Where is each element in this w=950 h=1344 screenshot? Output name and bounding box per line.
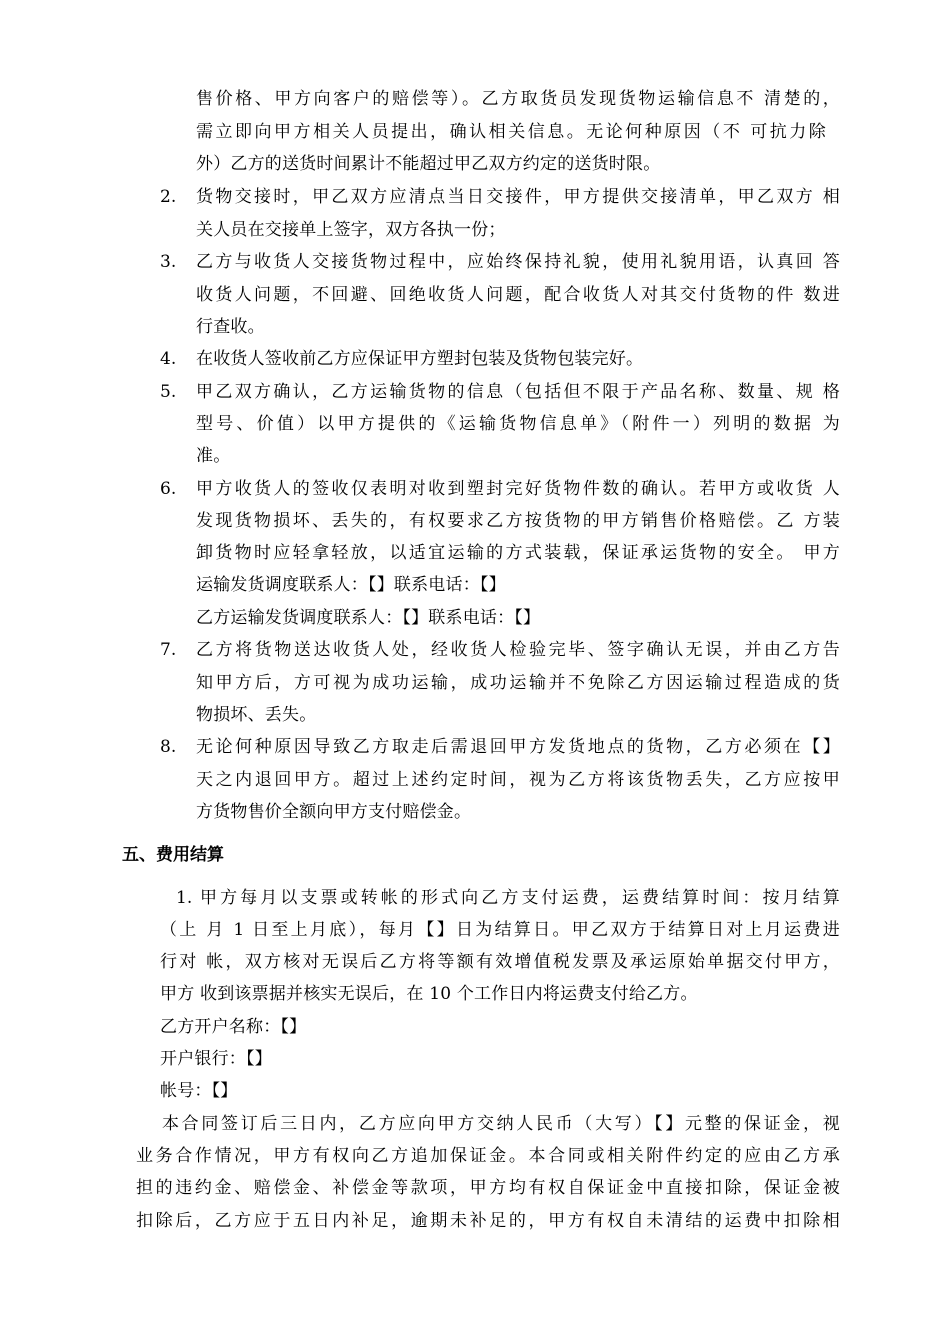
deposit-paragraph-line: 担的违约金、赔偿金、补偿金等款项，甲方均有权自保证金中直接扣除，保证金被	[136, 1178, 840, 1198]
list-item-line: 方货物售价全额向甲方支付赔偿金。	[196, 802, 472, 822]
list-item-line: 乙方将货物送达收货人处，经收货人检验完毕、签字确认无误，并由乙方告	[196, 640, 840, 660]
list-item-line: 关人员在交接单上签字，双方各执一份；	[196, 220, 506, 240]
list-item-number: 1.	[176, 888, 193, 908]
bank-line: 开户银行：【】	[160, 1049, 272, 1069]
list-item-line: 型号、价值）以甲方提供的《运输货物信息单》（附件一）列明的数据 为	[196, 414, 840, 434]
settlement-line: 甲方 收到该票据并核实无误后，在 10 个工作日内将运费支付给乙方。	[160, 984, 698, 1004]
item1-continuation-line-2: 需立即向甲方相关人员提出，确认相关信息。无论何种原因（不 可抗力除	[196, 122, 826, 142]
settlement-line: （上 月 1 日至上月底），每月【】日为结算日。甲乙双方于结算日对上月运费进	[160, 920, 840, 940]
list-item-line: 货物交接时，甲乙双方应清点当日交接件，甲方提供交接清单，甲乙双方 相	[196, 187, 840, 207]
list-item-number: 6.	[160, 479, 177, 499]
list-item-line: 物损坏、丢失。	[196, 705, 317, 725]
list-item-line: 发现货物损坏、丢失的，有权要求乙方按货物的甲方销售价格赔偿。乙 方装	[196, 511, 840, 531]
list-item-line: 无论何种原因导致乙方取走后需退回甲方发货地点的货物，乙方必须在【】	[196, 737, 840, 757]
deposit-paragraph-line: 扣除后，乙方应于五日内补足，逾期未补足的，甲方有权自未清结的运费中扣除相	[136, 1211, 840, 1231]
item1-continuation-line-3: 外）乙方的送货时间累计不能超过甲乙双方约定的送货时限。	[196, 154, 661, 174]
list-item-line: 乙方与收货人交接货物过程中，应始终保持礼貌，使用礼貌用语，认真回 答	[196, 252, 840, 272]
account-number-line: 帐号：【】	[160, 1081, 238, 1101]
settlement-line: 甲方每月以支票或转帐的形式向乙方支付运费，运费结算时间：按月结算	[200, 888, 840, 908]
deposit-paragraph-line: 业务合作情况，甲方有权向乙方追加保证金。本合同或相关附件约定的应由乙方承	[136, 1146, 840, 1166]
item1-continuation-line-1: 售价格、甲方向客户的赔偿等）。乙方取货员发现货物运输信息不 清楚的，	[196, 89, 840, 109]
list-item-line: 天之内退回甲方。超过上述约定时间，视为乙方将该货物丢失，乙方应按甲	[196, 770, 840, 790]
list-item-number: 3.	[160, 252, 177, 272]
contact-line-party-b: 乙方运输发货调度联系人：【】联系电话：【】	[196, 608, 541, 628]
list-item-line: 收货人问题，不回避、回绝收货人问题，配合收货人对其交付货物的件 数进	[196, 285, 840, 305]
list-item-number: 7.	[160, 640, 177, 660]
settlement-line: 行对 帐，双方核对无误后乙方将等额有效增值税发票及承运原始单据交付甲方，	[160, 952, 840, 972]
list-item-number: 4.	[160, 349, 177, 369]
list-item-line: 在收货人签收前乙方应保证甲方塑封包装及货物包装完好。	[196, 349, 644, 369]
list-item-line: 行查收。	[196, 317, 265, 337]
deposit-paragraph-line: 本合同签订后三日内，乙方应向甲方交纳人民币（大写）【】元整的保证金，视	[162, 1114, 840, 1134]
account-name-line: 乙方开户名称：【】	[160, 1017, 307, 1037]
list-item-line: 甲乙双方确认，乙方运输货物的信息（包括但不限于产品名称、数量、规 格	[196, 382, 840, 402]
list-item-number: 5.	[160, 382, 177, 402]
list-item-line: 准。	[196, 446, 231, 466]
list-item-line: 知甲方后，方可视为成功运输，成功运输并不免除乙方因运输过程造成的货	[196, 673, 840, 693]
list-item-number: 2.	[160, 187, 177, 207]
section-heading: 五、费用结算	[122, 845, 224, 865]
list-item-line: 甲方收货人的签收仅表明对收到塑封完好货物件数的确认。若甲方或收货 人	[196, 479, 840, 499]
list-item-number: 8.	[160, 737, 177, 757]
contact-line-party-a: 运输发货调度联系人：【】联系电话：【】	[196, 575, 506, 595]
list-item-line: 卸货物时应轻拿轻放，以适宜运输的方式装载，保证承运货物的安全。 甲方	[196, 543, 840, 563]
